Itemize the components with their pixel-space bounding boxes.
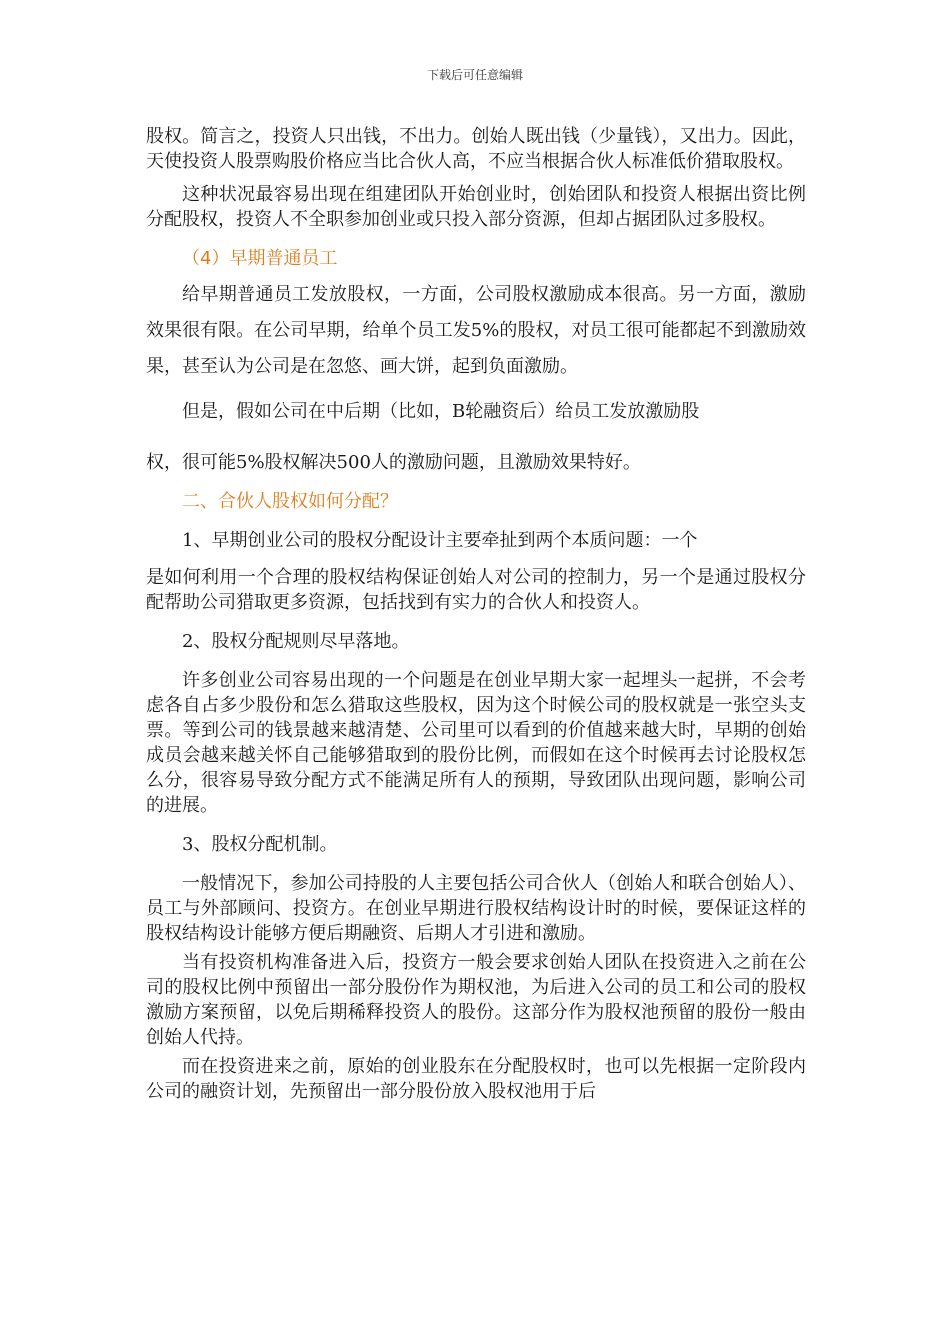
paragraph: 许多创业公司容易出现的一个问题是在创业早期大家一起埋头一起拼，不会考虑各自占多少股份和怎么猎取这些股权，因为这个时候公司的股权就是一张空头支票。等到公司的钱景越来越清楚、公司里可以看到的价值越来越大时，早期的创始成员会越来越关怀自己能够猎取到的股份比例，而假如在这个时候再去讨论股权怎么分，很容易导致分配方式不能满足所有人的预期，导致团队出现问题，影响公司的进展。: [146, 670, 806, 816]
paragraph-continuation: 权，很可能5%股权解决500人的激励问题，且激励效果特好。: [146, 452, 641, 473]
paragraph: 给早期普通员工发放股权，一方面，公司股权激励成本很高。另一方面，激励效果很有限。在公司早期，给单个员工发5%的股权，对员工很可能都起不到激励效果，甚至认为公司是在忽悠、画大饼，起到负面激励。: [146, 284, 806, 377]
document-body: [146, 124, 806, 1104]
paragraph: 1、早期创业公司的股权分配设计主要牵扯到两个本质问题：一个: [182, 530, 698, 551]
paragraph: 这种状况最容易出现在组建团队开始创业时，创始团队和投资人根据出资比例分配股权，投资人不全职参加创业或只投入部分资源，但却占据团队过多股权。: [146, 184, 806, 230]
paragraph: 当有投资机构准备进入后，投资方一般会要求创始人团队在投资进入之前在公司的股权比例中预留出一部分股份作为期权池，为后进入公司的员工和公司的股权激励方案预留，以免后期稀释投资人的股份。这部分作为股权池预留的股份一般由创始人代持。: [146, 952, 806, 1048]
paragraph-continuation: 是如何利用一个合理的股权结构保证创始人对公司的控制力，另一个是通过股权分配帮助公司猎取更多资源，包括找到有实力的合伙人和投资人。: [146, 567, 806, 613]
page-header: 下载后可任意编辑: [426, 68, 523, 82]
section-heading: （4）早期普通员工: [182, 248, 338, 269]
subheading: 2、股权分配规则尽早落地。: [182, 631, 410, 652]
paragraph: 股权。简言之，投资人只出钱，不出力。创始人既出钱（少量钱），又出力。因此，天使投资人股票购股价格应当比合伙人高，不应当根据合伙人标准低价猎取股权。: [146, 126, 806, 172]
paragraph: 一般情况下，参加公司持股的人主要包括公司合伙人（创始人和联合创始人）、员工与外部顾问、投资方。在创业早期进行股权结构设计时的时候，要保证这样的股权结构设计能够方便后期融资、后期人才引进和激励。: [146, 873, 806, 944]
subheading: 3、股权分配机制。: [182, 834, 338, 855]
paragraph: 但是，假如公司在中后期（比如，B轮融资后）给员工发放激励股: [182, 401, 700, 422]
paragraph: 而在投资进来之前，原始的创业股东在分配股权时，也可以先根据一定阶段内公司的融资计划，先预留出一部分股份放入股权池用于后: [146, 1056, 806, 1102]
section-heading: 二、合伙人股权如何分配？: [182, 491, 398, 512]
